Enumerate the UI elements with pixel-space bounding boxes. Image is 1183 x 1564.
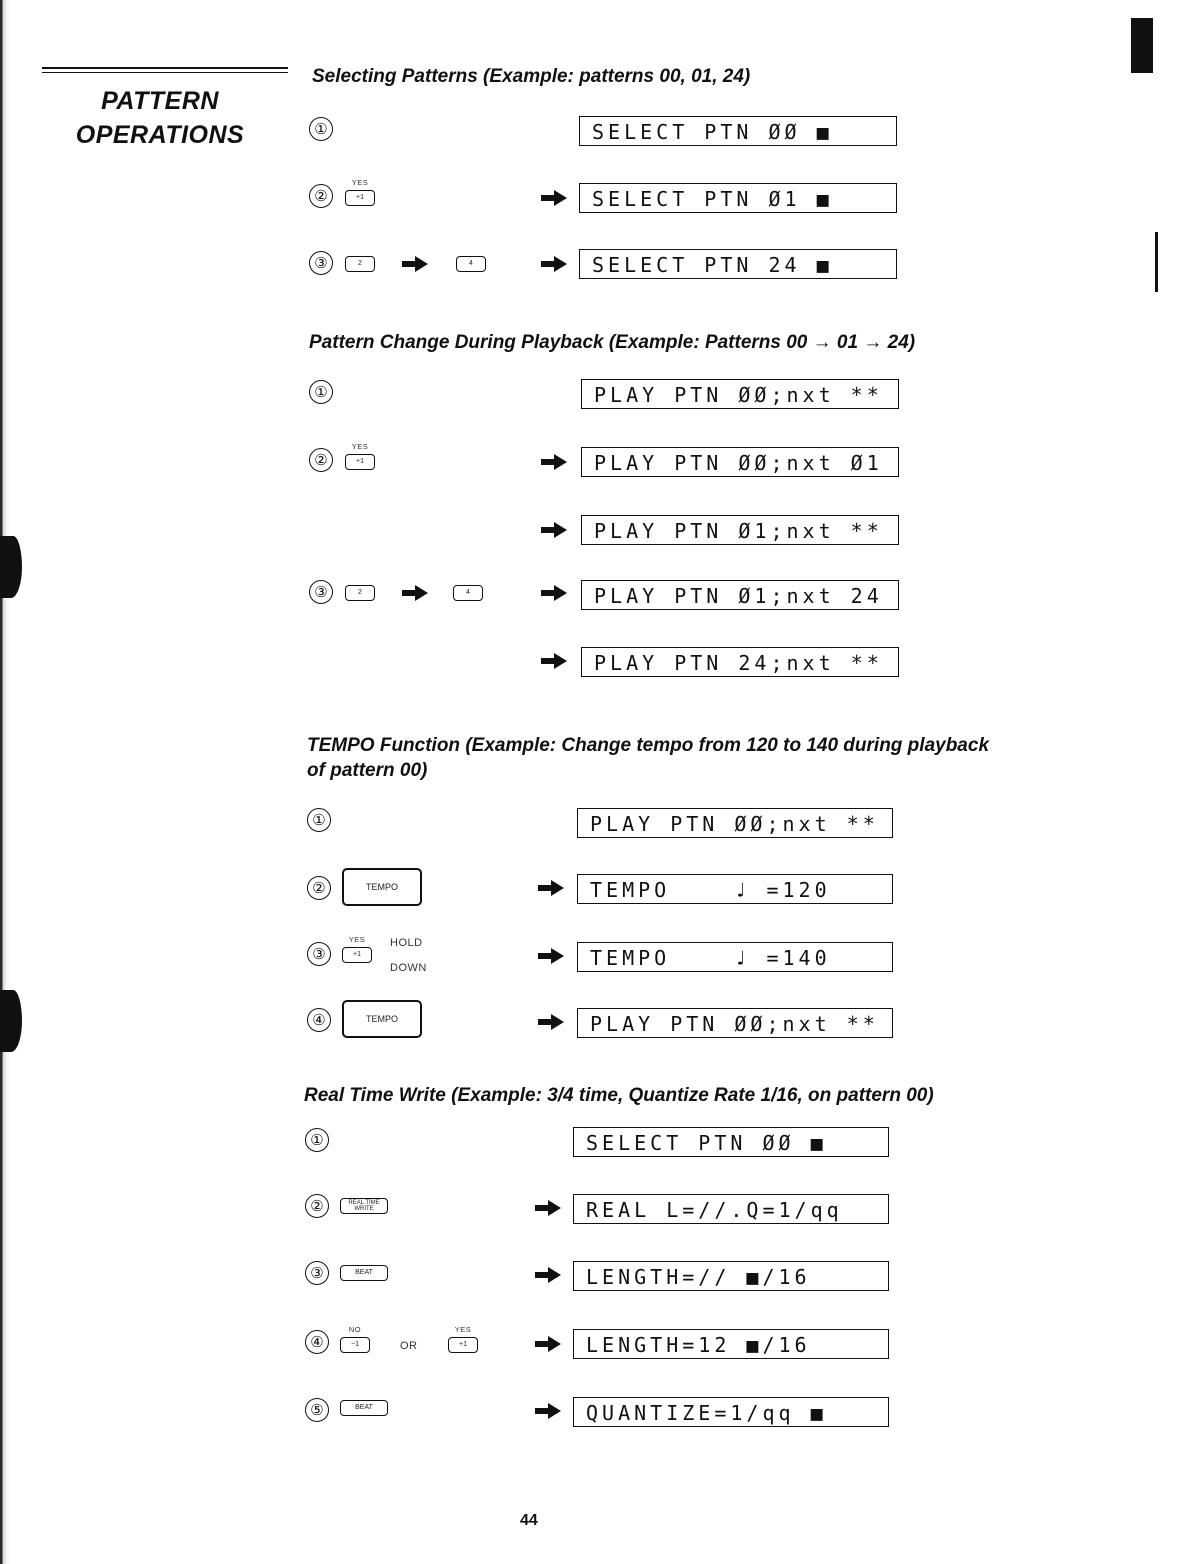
right-arrow-icon	[538, 1014, 564, 1030]
sidebar-title-line1: PATTERN	[101, 87, 219, 115]
punch-hole-mark	[0, 536, 22, 598]
step-number-icon: ①	[307, 808, 331, 832]
section-heading-tempo: TEMPO Function (Example: Change tempo from 120 to 140 during playback	[307, 735, 990, 756]
plus1-key[interactable]: +1	[342, 947, 372, 963]
step-number-icon: ③	[307, 942, 331, 966]
section-heading-real-time-write: Real Time Write (Example: 3/4 time, Quantize Rate 1/16, on pattern 00)	[304, 1085, 934, 1106]
hold-label: HOLD	[390, 937, 423, 949]
section-heading-pattern-change: Pattern Change During Playback (Example: Patterns 00 → 01 → 24)	[309, 332, 916, 353]
lcd-display: TEMPO ♩ =140	[577, 942, 893, 972]
step-number-icon: ②	[309, 448, 333, 472]
real-time-write-key[interactable]: REAL TIME WRITE	[340, 1198, 388, 1214]
right-arrow-icon	[535, 1267, 561, 1283]
or-label: OR	[400, 1340, 418, 1352]
page-edge-mark	[1155, 232, 1158, 292]
lcd-display: PLAY PTN 24;nxt **	[581, 647, 899, 677]
beat-key[interactable]: BEAT	[340, 1400, 388, 1416]
step-number-icon: ⑤	[305, 1398, 329, 1422]
lcd-display: SELECT PTN 24 ■	[579, 249, 897, 279]
lcd-display: REAL L=//.Q=1/qq	[573, 1194, 889, 1224]
lcd-display: SELECT PTN ØØ ■	[579, 116, 897, 146]
right-arrow-icon	[538, 880, 564, 896]
step-number-icon: ①	[309, 380, 333, 404]
lcd-display: LENGTH=12 ■/16	[573, 1329, 889, 1359]
step-number-icon: ②	[307, 876, 331, 900]
step-number-icon: ②	[305, 1194, 329, 1218]
four-key[interactable]: 4	[453, 585, 483, 601]
no-key-label: NO	[348, 1325, 362, 1334]
step-number-icon: ①	[309, 117, 333, 141]
yes-key-label: YES	[348, 935, 366, 944]
two-key[interactable]: 2	[345, 585, 375, 601]
lcd-display: SELECT PTN Ø1 ■	[579, 183, 897, 213]
right-arrow-icon	[402, 585, 428, 601]
tempo-key[interactable]: TEMPO	[342, 1000, 422, 1038]
plus1-key[interactable]: +1	[345, 454, 375, 470]
lcd-display: PLAY PTN Ø1;nxt 24	[581, 580, 899, 610]
section-heading-selecting: Selecting Patterns (Example: patterns 00, 01, 24)	[312, 66, 751, 87]
step-number-icon: ②	[309, 184, 333, 208]
minus1-key[interactable]: −1	[340, 1337, 370, 1353]
yes-key-label: YES	[351, 442, 369, 451]
right-arrow-icon	[541, 256, 567, 272]
lcd-display: PLAY PTN ØØ;nxt Ø1	[581, 447, 899, 477]
sidebar-title-line2: OPERATIONS	[75, 121, 245, 149]
lcd-display: PLAY PTN Ø1;nxt **	[581, 515, 899, 545]
lcd-display: LENGTH=// ■/16	[573, 1261, 889, 1291]
four-key[interactable]: 4	[456, 256, 486, 272]
right-arrow-icon	[541, 585, 567, 601]
punch-hole-mark	[0, 990, 22, 1052]
tempo-key[interactable]: TEMPO	[342, 868, 422, 906]
right-arrow-icon	[535, 1403, 561, 1419]
yes-key-label: YES	[454, 1325, 472, 1334]
binding-edge	[0, 0, 10, 1564]
lcd-display: TEMPO ♩ =120	[577, 874, 893, 904]
two-key[interactable]: 2	[345, 256, 375, 272]
down-label: DOWN	[390, 962, 427, 974]
lcd-display: SELECT PTN ØØ ■	[573, 1127, 889, 1157]
step-number-icon: ③	[305, 1261, 329, 1285]
right-arrow-icon	[541, 454, 567, 470]
plus1-key[interactable]: +1	[345, 190, 375, 206]
sidebar-rule	[42, 67, 288, 73]
yes-key-label: YES	[351, 178, 369, 187]
lcd-display: PLAY PTN ØØ;nxt **	[581, 379, 899, 409]
page-edge-mark	[1131, 18, 1153, 73]
plus1-key[interactable]: +1	[448, 1337, 478, 1353]
lcd-display: QUANTIZE=1/qq ■	[573, 1397, 889, 1427]
step-number-icon: ③	[309, 580, 333, 604]
right-arrow-icon	[535, 1200, 561, 1216]
section-heading-tempo-cont: of pattern 00)	[307, 760, 428, 781]
page-number: 44	[520, 1512, 538, 1529]
lcd-display: PLAY PTN ØØ;nxt **	[577, 1008, 893, 1038]
right-arrow-icon	[541, 190, 567, 206]
right-arrow-icon	[541, 522, 567, 538]
right-arrow-icon	[402, 256, 428, 272]
right-arrow-icon	[538, 948, 564, 964]
right-arrow-icon	[541, 653, 567, 669]
step-number-icon: ③	[309, 251, 333, 275]
step-number-icon: ④	[307, 1008, 331, 1032]
right-arrow-icon	[535, 1336, 561, 1352]
step-number-icon: ①	[305, 1128, 329, 1152]
step-number-icon: ④	[305, 1330, 329, 1354]
beat-key[interactable]: BEAT	[340, 1265, 388, 1281]
lcd-display: PLAY PTN ØØ;nxt **	[577, 808, 893, 838]
